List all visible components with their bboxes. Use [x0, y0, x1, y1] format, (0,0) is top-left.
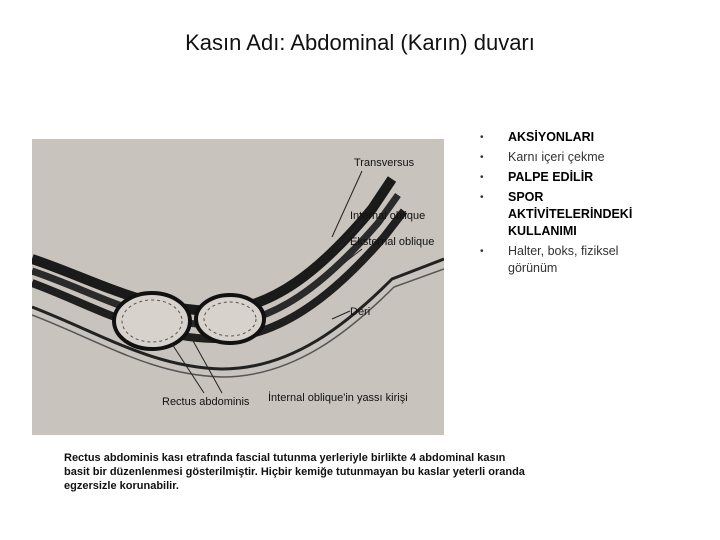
bullet-symbol: •: [480, 152, 484, 163]
bullet-text: SPOR AKTİVİTELERİNDEKİ KULLANIMI: [508, 190, 633, 238]
bullet-item: [478, 149, 653, 166]
bullet-symbol: •: [480, 132, 484, 143]
bullet-text: Karnı içeri çekme: [508, 150, 605, 164]
bullet-item: [478, 243, 653, 277]
abdominal-wall-illustration: [32, 139, 444, 435]
bullet-text: PALPE EDİLİR: [508, 170, 594, 184]
bullet-text: Halter, boks, fiziksel görünüm: [508, 244, 619, 275]
slide-title: Kasın Adı: Abdominal (Karın) duvarı: [185, 30, 535, 55]
bullet-item: [478, 129, 653, 146]
rectus-abdominis-left: [114, 293, 190, 349]
label-internal-oblique-aponeurosis: İnternal oblique'in yassı kirişi: [268, 392, 408, 404]
label-transversus: Transversus: [354, 157, 415, 169]
abdominal-wall-diagram: [32, 139, 444, 435]
bullet-text: AKSİYONLARI: [508, 130, 595, 144]
bullet-symbol: •: [480, 192, 484, 203]
label-rectus-abdominis: Rectus abdominis: [162, 396, 250, 408]
label-eksternal-oblique: Eksternal oblique: [350, 236, 435, 248]
label-deri: Deri: [350, 306, 371, 318]
rectus-abdominis-right: [196, 295, 264, 343]
figure-caption: Rectus abdominis kası etrafında fascial tutunma yerleriyle birlikte 4 abdominal kasın basit bir düzenlenmesi gösterilmiştir. Hiçbir kemiğe tutunmayan bu kaslar yeterli oranda egzersizle korunabilir.: [64, 452, 525, 492]
bullet-symbol: •: [480, 246, 484, 257]
bullet-item: [478, 189, 653, 240]
label-internal-oblique: Internal oblique: [350, 210, 426, 222]
bullet-symbol: •: [480, 172, 484, 183]
bullet-list: [478, 129, 653, 280]
bullet-item: [478, 169, 653, 186]
